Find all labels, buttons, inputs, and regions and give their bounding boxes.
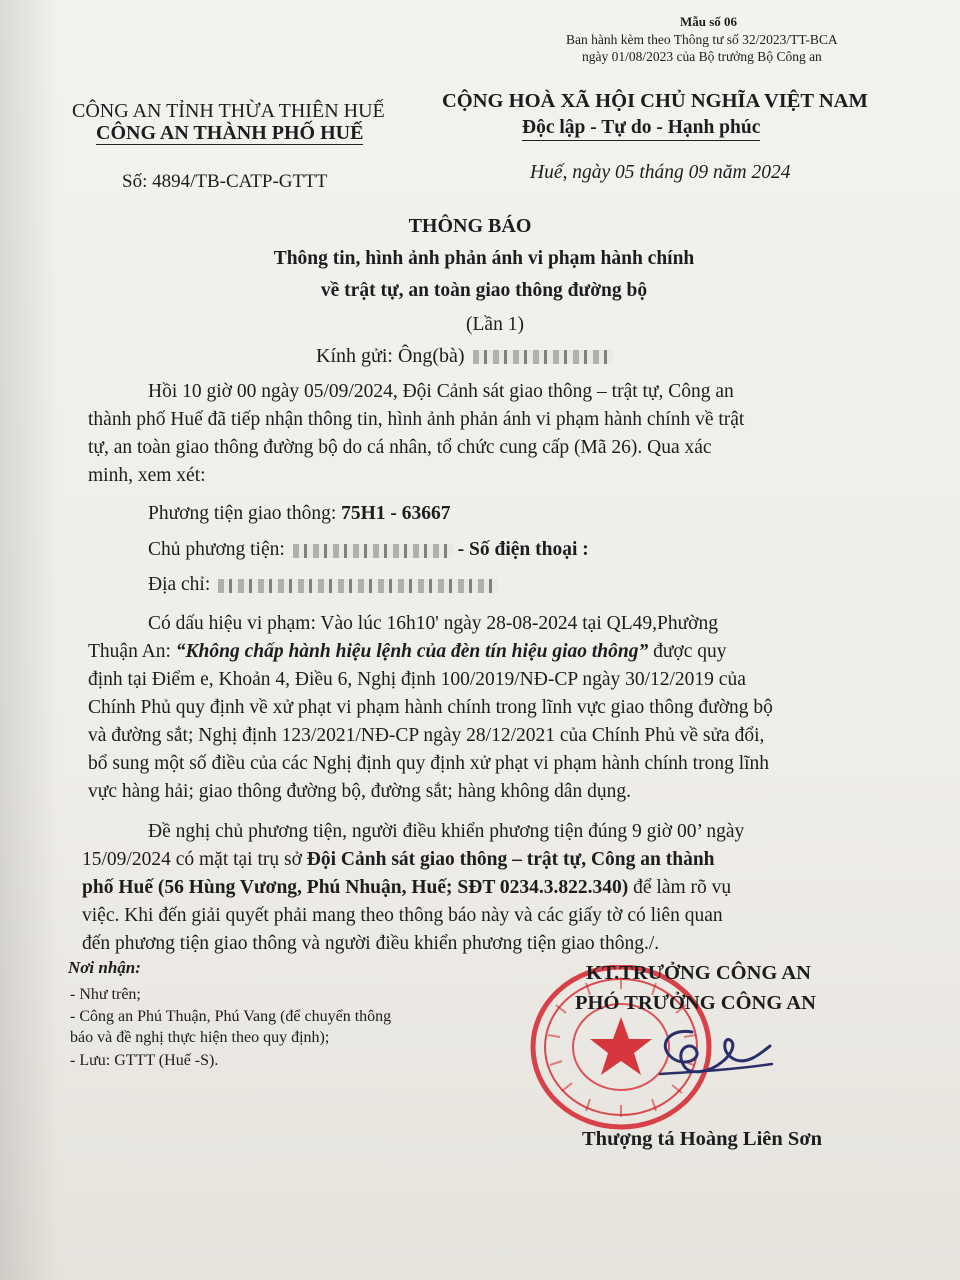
recipient-label: Kính gửi: Ông(bà) <box>316 345 465 367</box>
notice-round: (Lần 1) <box>466 314 524 335</box>
request-line-3 <box>82 874 731 902</box>
signature-title-1: KT.TRƯỞNG CÔNG AN <box>586 962 811 984</box>
signer-name: Thượng tá Hoàng Liên Sơn <box>582 1128 823 1150</box>
intro-line-2: thành phố Huế đã tiếp nhận thông tin, hình ảnh phản ánh vi phạm hành chính về trật <box>88 409 745 430</box>
request-line-5: đến phương tiện giao thông và người điều khiển phương tiện giao thông./. <box>82 933 660 954</box>
violation-line-2-end: được quy <box>648 641 727 662</box>
request-office: Đội Cảnh sát giao thông – trật tự, Công an thành <box>306 849 715 870</box>
license-plate: 75H1 - 63667 <box>341 503 451 524</box>
request-line-1: Đề nghị chủ phương tiện, người điều khiển phương tiện đúng 9 giờ 00’ ngày <box>148 821 745 842</box>
subtitle-line-2: về trật tự, an toàn giao thông đường bộ <box>320 280 648 301</box>
intro-line-3: tự, an toàn giao thông đường bộ do cá nhân, tổ chức cung cấp (Mã 26). Qua xác <box>88 437 712 458</box>
document-number: Số: 4894/TB-CATP-GTTT <box>122 171 328 192</box>
phone-label: - Số điện thoại : <box>457 539 589 560</box>
recipient-item: - Công an Phú Thuận, Phú Vang (để chuyển thông <box>70 1008 392 1025</box>
request-line-2 <box>82 846 715 874</box>
intro-line-1: Hồi 10 giờ 00 ngày 05/09/2024, Đội Cảnh sát giao thông – trật tự, Công an <box>148 381 734 402</box>
violation-line-2 <box>88 638 727 666</box>
redacted-name <box>473 350 613 364</box>
violation-line-3: định tại Điểm e, Khoản 4, Điều 6, Nghị định 100/2019/NĐ-CP ngày 30/12/2019 của <box>88 669 746 690</box>
nation-title: CỘNG HOÀ XÃ HỘI CHỦ NGHĨA VIỆT NAM <box>442 90 868 112</box>
owner-label: Chủ phương tiện: <box>148 539 285 560</box>
signature-title-2: PHÓ TRƯỞNG CÔNG AN <box>575 992 816 1014</box>
recipient-line <box>316 345 613 368</box>
agency-name <box>96 122 363 145</box>
request-office-address: phố Huế (56 Hùng Vương, Phú Nhuận, Huế; SĐT 0234.3.822.340) <box>82 877 629 898</box>
violation-line-6: bổ sung một số điều của các Nghị định quy định xử phạt vi phạm hành chính trong lĩnh <box>88 753 770 774</box>
issued-with-line-2: ngày 01/08/2023 của Bộ trưởng Bộ Công an <box>582 49 822 64</box>
document-title: THÔNG BÁO <box>408 215 532 237</box>
recipient-item: báo và đề nghị thực hiện theo quy định); <box>70 1029 330 1046</box>
form-number: Mẫu số 06 <box>680 14 738 29</box>
violation-line-1: Có dấu hiệu vi phạm: Vào lúc 16h10' ngày 28-08-2024 tại QL49,Phường <box>148 613 718 634</box>
address-line <box>148 571 498 599</box>
request-line-3-end: để làm rõ vụ <box>628 877 732 898</box>
recipient-item: - Như trên; <box>70 986 141 1003</box>
request-line-4: việc. Khi đến giải quyết phải mang theo thông báo này và các giấy tờ có liên quan <box>82 905 723 926</box>
subtitle-line-1: Thông tin, hình ảnh phản ánh vi phạm hành chính <box>273 248 695 269</box>
recipients-label: Nơi nhận: <box>68 958 141 977</box>
vehicle-line <box>148 500 451 528</box>
page-shadow <box>0 0 60 1280</box>
violation-line-4: Chính Phủ quy định về xử phạt vi phạm hành chính trong lĩnh vực giao thông đường bộ <box>88 697 773 718</box>
address-label: Địa chỉ: <box>148 574 211 595</box>
owner-line <box>148 536 589 564</box>
redacted-address <box>218 579 498 593</box>
violation-description: “Không chấp hành hiệu lệnh của đèn tín hiệu giao thông” <box>175 641 649 662</box>
issued-with-line-1: Ban hành kèm theo Thông tư số 32/2023/TT-BCA <box>566 32 838 47</box>
recipient-item: - Lưu: GTTT (Huế -S). <box>70 1052 219 1069</box>
request-line-2-start: 15/09/2024 có mặt tại trụ sở <box>82 849 307 870</box>
agency-parent: CÔNG AN TỈNH THỪA THIÊN HUẾ <box>72 100 385 122</box>
intro-line-4: minh, xem xét: <box>88 465 206 486</box>
violation-location: Thuận An: <box>88 641 176 662</box>
motto: Độc lập - Tự do - Hạnh phúc <box>522 116 760 141</box>
handwritten-signature <box>640 1010 780 1090</box>
violation-line-7: vực hàng hải; giao thông đường bộ, đường sắt; hàng không dân dụng. <box>88 781 632 802</box>
redacted-owner <box>293 544 453 558</box>
agency-name-text: CÔNG AN THÀNH PHỐ HUẾ <box>96 122 364 144</box>
place-date: Huế, ngày 05 tháng 09 năm 2024 <box>530 162 791 183</box>
violation-line-5: và đường sắt; Nghị định 123/2021/NĐ-CP ngày 28/12/2021 của Chính Phủ về sửa đổi, <box>88 725 765 746</box>
vehicle-label: Phương tiện giao thông: <box>148 503 342 524</box>
